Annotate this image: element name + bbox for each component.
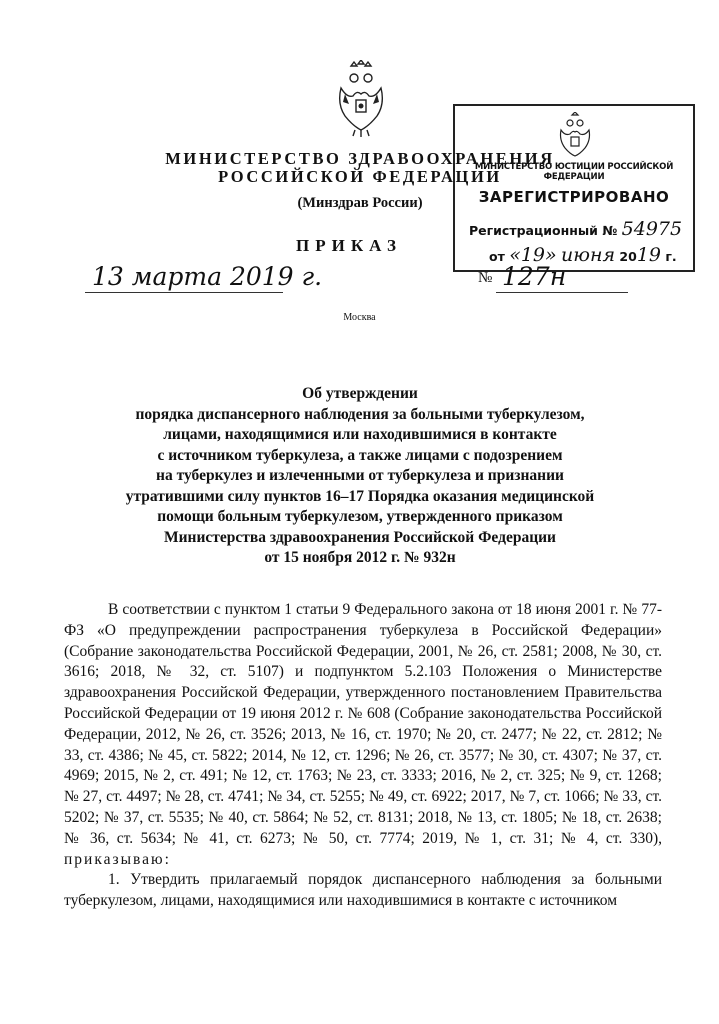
ministry-name-line1: МИНИСТЕРСТВО ЗДРАВООХРАНЕНИЯ bbox=[165, 149, 555, 168]
order-number-handwritten: 127н bbox=[502, 262, 567, 291]
title-line: Об утверждении bbox=[302, 385, 418, 402]
stamp-reg-label: Регистрационный № bbox=[469, 223, 618, 238]
registration-stamp bbox=[453, 104, 695, 272]
title-line: порядка диспансерного наблюдения за больными туберкулезом, bbox=[135, 405, 585, 423]
stamp-date-month: июня bbox=[561, 244, 616, 266]
stamp-date-suffix: г. bbox=[665, 249, 677, 264]
stamp-ministry-name: МИНИСТЕРСТВО ЮСТИЦИИ РОССИЙСКОЙ ФЕДЕРАЦИИ bbox=[474, 162, 674, 182]
stamp-date-day: «19» bbox=[509, 244, 557, 266]
stamp-registered-label: ЗАРЕГИСТРИРОВАНО bbox=[478, 188, 670, 206]
body-paragraph-preamble bbox=[64, 600, 662, 870]
stamp-date-year-suffix: 19 bbox=[636, 244, 662, 266]
stamp-registration-number bbox=[469, 218, 682, 240]
ministry-abbreviation: (Минздрав России) bbox=[297, 195, 423, 211]
order-number-label: № bbox=[478, 270, 493, 286]
stamp-date-prefix: от bbox=[489, 249, 505, 264]
order-word: приказываю: bbox=[64, 850, 171, 868]
title-line: с источником туберкулеза, а также лицами с подозрением bbox=[157, 446, 563, 464]
title-line: от 15 ноября 2012 г. № 932н bbox=[264, 549, 456, 566]
number-underline bbox=[496, 292, 628, 293]
ministry-name-line2: РОССИЙСКОЙ ФЕДЕРАЦИИ bbox=[218, 167, 502, 186]
stamp-reg-number-handwritten: 54975 bbox=[621, 218, 683, 240]
title-line: помощи больным туберкулезом, утвержденного приказом bbox=[157, 508, 563, 525]
stamp-coat-of-arms-icon bbox=[557, 112, 593, 160]
title-line: утратившими силу пунктов 16–17 Порядка оказания медицинской bbox=[125, 487, 595, 505]
title-line: лицами, находящимися или находившимися в контакте bbox=[163, 426, 557, 443]
order-title bbox=[60, 384, 660, 569]
order-date-handwritten: 13 марта 2019 г. bbox=[92, 262, 323, 291]
city-label: Москва bbox=[343, 312, 376, 323]
order-body bbox=[64, 600, 662, 912]
body-paragraph-item-1: 1. Утвердить прилагаемый порядок диспансерного наблюдения за больными туберкулезом, лицами, находящимися или находившимися в контакте с источником bbox=[64, 871, 662, 910]
date-underline bbox=[85, 292, 283, 293]
title-line: Министерства здравоохранения Российской Федерации bbox=[164, 528, 556, 546]
stamp-date-year-prefix: 20 bbox=[619, 249, 637, 264]
document-type-title: ПРИКАЗ bbox=[296, 236, 402, 255]
title-line: на туберкулез и излеченными от туберкулеза и признании bbox=[156, 467, 564, 484]
preamble-text: В соответствии с пунктом 1 статьи 9 Федерального закона от 18 июня 2001 г. № 77-ФЗ «О предупреждении распространения туберкулеза в Российской Федерации» (Собрание законодательства Российской Федерации, 2001, № 26, ст. 2581; 2008, № 30, ст. 3616; 2018, № 32, ст. 5107) и подпунктом 5.2.103 Положения о Министерстве здравоохранения Российской Федерации, утвержденного постановлением Правительства Российской Федерации от 19 июня 2012 г. № 608 (Собрание законодательства Российской Федерации, 2012, № 26, ст. 3526; 2013, № 16, ст. 1970; № 20, ст. 2477; № 22, ст. 2812; № 33, ст. 4386; № 45, ст. 5822; 2014, № 12, ст. 1296; № 26, ст. 3577; № 30, ст. 4307; № 37, ст. 4969; 2015, № 2, ст. 491; № 12, ст. 1763; № 23, ст. 3333; 2016, № 2, ст. 325; № 9, ст. 1268; № 27, ст. 4497; № 28, ст. 4741; № 34, ст. 5255; № 49, ст. 6922; 2017, № 7, ст. 1066; № 33, ст. 5202; № 37, ст. 5535; № 40, ст. 5864; № 52, ст. 8131; 2018, № 13, ст. 1805; № 18, ст. 2638; № 36, ст. 5634; № 41, ст. 6273; № 50, ст. 7774; 2019, № 1, ст. 31; № 4, ст. 330), bbox=[64, 601, 662, 847]
coat-of-arms-icon bbox=[335, 60, 387, 138]
